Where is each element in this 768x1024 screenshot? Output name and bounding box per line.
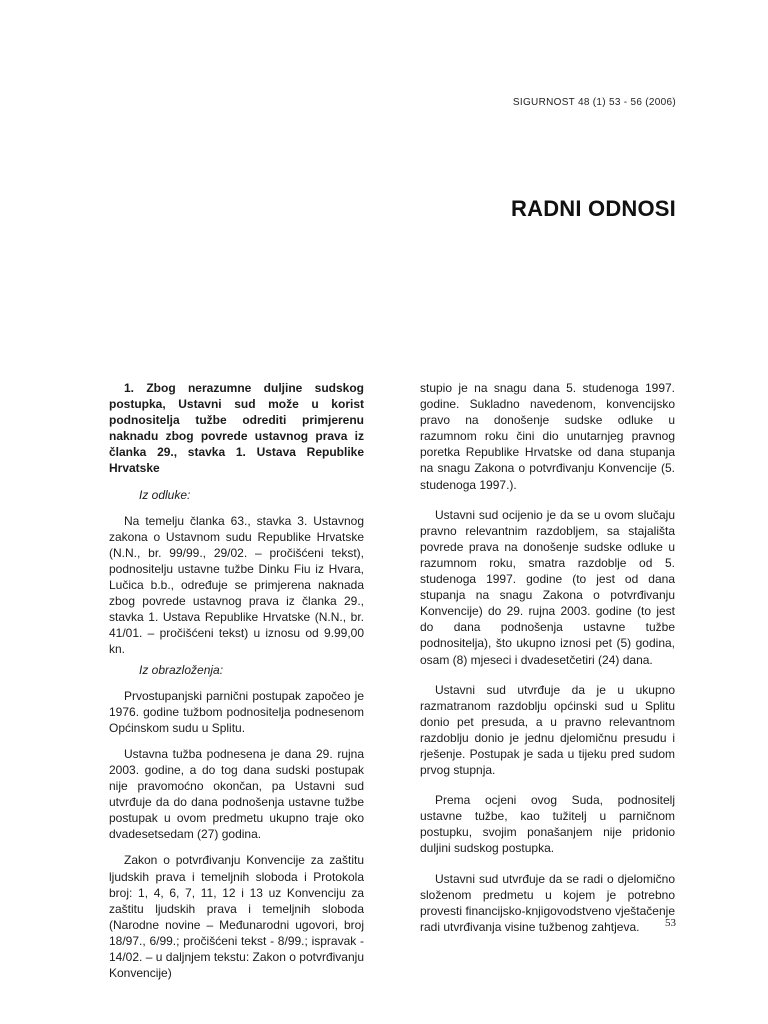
label-decision: Iz odluke: <box>139 487 191 502</box>
section-title: RADNI ODNOSI <box>511 196 676 221</box>
paragraph: Ustavni sud utvrđuje da je u ukupno razmatranom razdoblju općinski sud u Splitu donio pet presuda, a u pravno relevantnom razdoblju donio je jednu djelomičnu presudu i rješenje. Postupak je sada u tijeku pred sudom prvog stupnja. <box>420 682 675 778</box>
paragraph: Prvostupanjski parnični postupak započeo je 1976. godine tužbom podnositelja podnesenom Općinskom sudu u Splitu. <box>109 688 364 735</box>
left-column <box>109 380 364 991</box>
paragraph: Zakon o potvrđivanju Konvencije za zaštitu ljudskih prava i temeljnih sloboda i Protokola broj: 1, 4, 6, 7, 11, 12 i 13 uz Konvenciju za zaštitu ljudskih prava i temeljnih sloboda (Narodne novine – Međunarodni ugovori, broj 18/97., 6/99.; pročišćeni tekst - 8/99.; ispravak - 14/02. – u daljnjem tekstu: Zakon o potvrđivanju Konvencije) <box>109 853 364 981</box>
running-head: SIGURNOST 48 (1) 53 - 56 (2006) <box>512 97 676 108</box>
decision-paragraph: Na temelju članka 63., stavka 3. Ustavnog zakona o Ustavnom sudu Republike Hrvatske (N.N., br. 99/99., 29/02. – pročišćeni tekst), podnositelju ustavne tužbe Dinku Fiu iz Hvara, Lučica b.b., određuje se primjerena naknada zbog povrede ustavnog prava iz članka 29., stavka 1. Ustava Republike Hrvatske (N.N., br. 41/01. – pročišćeni tekst) u iznosu od 9.99,00 kn. <box>109 513 364 657</box>
label-reasoning: Iz obrazloženja: <box>139 662 224 677</box>
paragraph-continued: stupio je na snagu dana 5. studenoga 1997. godine. Sukladno navedenom, konvencijsko pravo na donošenje sudske odluke u razumnom roku čini dio unutarnjeg pravnog poretka Republike Hrvatske od dana stupanja na snagu Zakona o potvrđivanju Konvencije (5. studenoga 1997.). <box>420 381 675 492</box>
right-column <box>420 380 675 945</box>
paragraph: Prema ocjeni ovog Suda, podnositelj ustavne tužbe, kao tužitelj u parničnom postupku, svojim ponašanjem nije pridonio duljini sudskog postupka. <box>420 793 675 856</box>
paragraph: Ustavna tužba podnesena je dana 29. rujna 2003. godine, a do tog dana sudski postupak nije pravomoćno okončan, pa Ustavni sud utvrđuje da do dana podnošenja ustavne tužbe postupak u ovom predmetu ukupno traje oko dvadesetsedam (27) godina. <box>109 746 364 842</box>
paragraph: Ustavni sud ocijenio je da se u ovom slučaju pravno relevantnim razdobljem, sa stajališta povrede prava na donošenje sudske odluke u razumnom roku, smatra razdoblje od 5. studenoga 1997. godine (to jest od dana stupanja na snagu Zakona o potvrđivanju Konvencije) do 29. rujna 2003. godine (to jest do dana podnošenja ustavne tužbe podnositelja), što ukupno iznosi pet (5) godina, osam (8) mjeseci i dvadesetčetiri (24) dana. <box>420 507 675 667</box>
paragraph: Ustavni sud utvrđuje da se radi o djelomično složenom predmetu u kojem je potrebno provesti financijsko-knjigovodstveno vještačenje radi utvrđivanja visine tužbenog zahtjeva. <box>420 871 675 934</box>
item-heading: 1. Zbog nerazumne duljine sudskog postupka, Ustavni sud može u korist podnositelja tužbe odrediti primjerenu naknadu zbog povrede ustavnog prava iz članka 29., stavka 1. Ustava Republike Hrvatske <box>109 381 364 476</box>
page-number: 53 <box>665 917 676 929</box>
